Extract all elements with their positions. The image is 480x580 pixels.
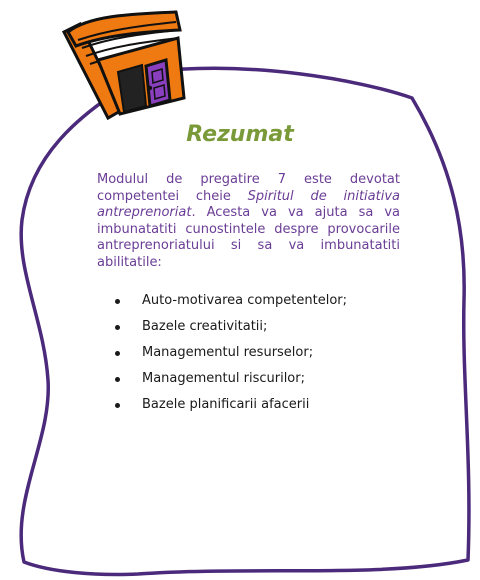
list-item-label: Managementul riscurilor; [142, 371, 305, 386]
list-item [110, 370, 347, 396]
intro-text-start: Modulul de pregatire 7 este devotat competentei cheie [97, 172, 400, 204]
list-item-label: Managementul resurselor; [142, 345, 314, 360]
list-item [110, 396, 347, 422]
list-item-label: Bazele planificarii afacerii [142, 397, 310, 412]
bullet-icon [115, 299, 120, 304]
bullet-icon [115, 351, 120, 356]
list-item [110, 292, 347, 318]
topic-list [110, 292, 347, 422]
list-item [110, 344, 347, 370]
intro-text-end: . Acesta va va ajuta sa va imbunatatiti cunostintele despre provocarile antreprenoriatului si sa va imbunatatiti abilitatile: [97, 205, 400, 270]
bullet-icon [115, 325, 120, 330]
intro-emphasis: Spiritul de initiativa antreprenoriat [97, 188, 400, 220]
open-book-door-icon [58, 10, 188, 125]
bullet-icon [115, 377, 120, 382]
list-item-label: Bazele creativitatii; [142, 319, 268, 334]
list-item-label: Auto-motivarea competentelor; [142, 293, 347, 308]
page-title: Rezumat [186, 122, 294, 147]
intro-paragraph [97, 172, 400, 271]
bullet-icon [115, 403, 120, 408]
list-item [110, 318, 347, 344]
